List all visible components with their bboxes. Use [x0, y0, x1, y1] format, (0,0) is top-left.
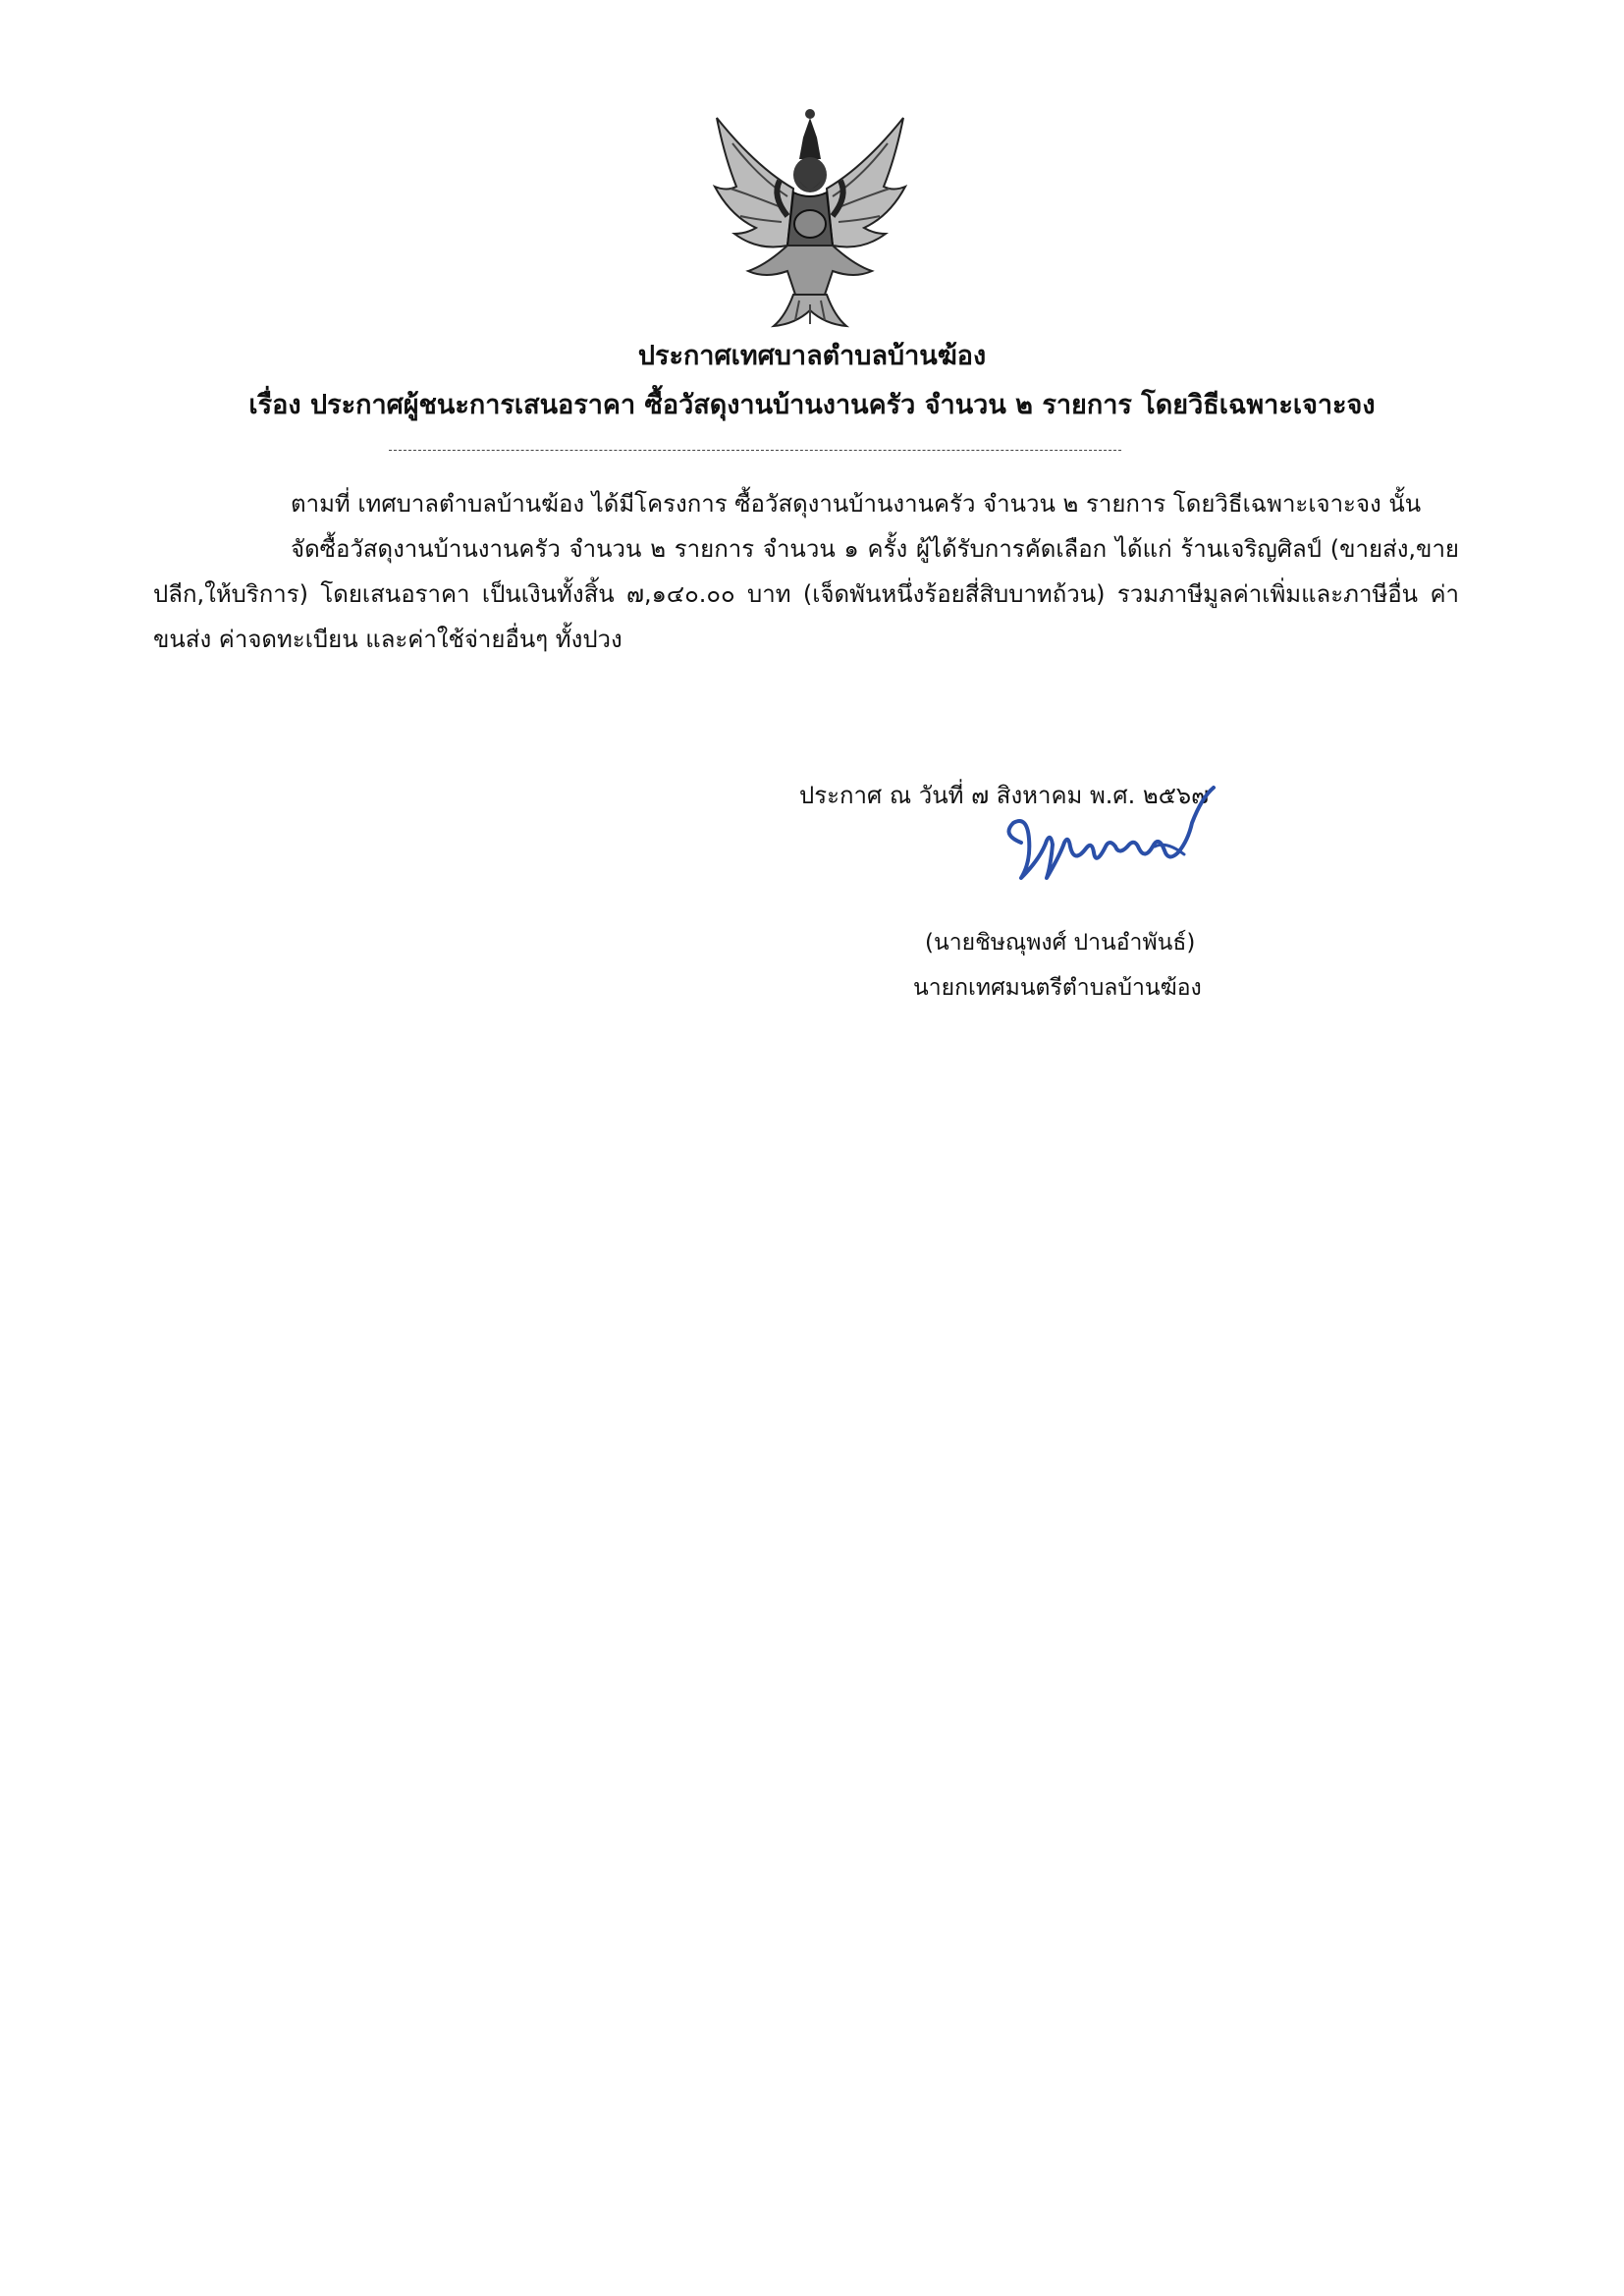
title-divider	[389, 450, 1121, 451]
body-paragraph-1: ตามที่ เทศบาลตำบลบ้านฆ้อง ได้มีโครงการ ซื้อวัสดุงานบ้านงานครัว จำนวน ๒ รายการ โดยวิธีเฉพาะเจาะจง นั้น	[291, 490, 1422, 518]
announcement-date: ประกาศ ณ วันที่ ๗ สิงหาคม พ.ศ. ๒๕๖๗	[799, 782, 1210, 809]
announcement-body	[153, 481, 1459, 662]
garuda-emblem-icon	[697, 98, 923, 334]
announcement-subject: เรื่อง ประกาศผู้ชนะการเสนอราคา ซื้อวัสดุงานบ้านงานครัว จำนวน ๒ รายการ โดยวิธีเฉพาะเจาะจง	[248, 390, 1376, 420]
body-paragraph-2: จัดซื้อวัสดุงานบ้านงานครัว จำนวน ๒ รายการ จำนวน ๑ ครั้ง ผู้ได้รับการคัดเลือก ได้แก่ ร้านเจริญศิลป์ (ขายส่ง,ขายปลีก,ให้บริการ) โดยเสนอราคา เป็นเงินทั้งสิ้น ๗,๑๔๐.๐๐ บาท (เจ็ดพันหนึ่งร้อยสี่สิบบาทถ้วน) รวมภาษีมูลค่าเพิ่มและภาษีอื่น ค่าขนส่ง ค่าจดทะเบียน และค่าใช้จ่ายอื่นๆ ทั้งปวง	[153, 535, 1459, 653]
signatory-position: นายกเทศมนตรีตำบลบ้านฆ้อง	[913, 975, 1202, 1001]
handwritten-signature	[992, 784, 1218, 911]
signature-block	[785, 776, 1414, 1031]
announcement-title: ประกาศเทศบาลตำบลบ้านฆ้อง	[637, 341, 987, 371]
signatory-name: (นายชิษณุพงศ์ ปานอำพันธ์)	[925, 930, 1196, 956]
